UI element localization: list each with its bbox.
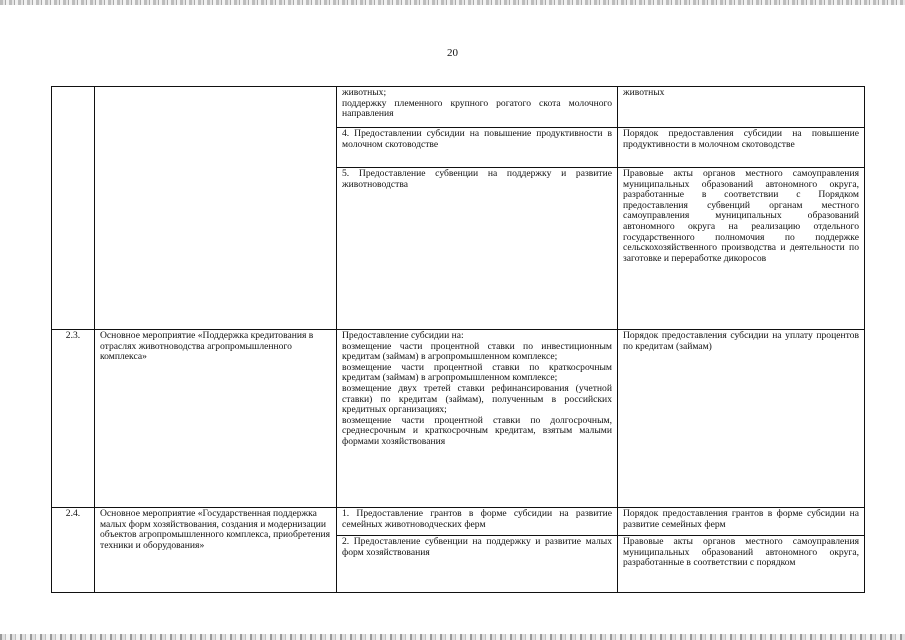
measure-cell: 1. Предоставление грантов в форме субсидии на развитие семейных животноводческих ферм	[337, 508, 618, 536]
legal-doc-cell: Порядок предоставления субсидии на уплату процентов по кредитам (займам)	[618, 330, 865, 508]
legal-doc-cell: Правовые акты органов местного самоуправления муниципальных образований автономного округа, разработанные в соответствии с Порядком предоставления субвенций органам местного самоуправления муниципальных образований автономного округа на реализацию отдельного государственного полномочия по поддержке сельскохозяйственного производства и деятельности по заготовке и переработке дикоросов	[618, 168, 865, 330]
legal-doc-cell: Порядок предоставления грантов в форме субсидии на развитие семейных ферм	[618, 508, 865, 536]
measure-cell: Предоставление субсидии на: возмещение части процентной ставки по инвестиционным кредитам (займам) в агропромышленном комплексе; возмещение части процентной ставки по краткосрочным кредитам (займам) в агропромышленном комплексе; возмещение двух третей ставки рефинансирования (учетной ставки) по кредитам (займам), полученным в российских кредитных организациях; возмещение части процентной ставки по долгосрочным, среднесрочным и краткосрочным кредитам, взятым малыми формами хозяйствования	[337, 330, 618, 508]
measure-cell: животных; поддержку племенного крупного рогатого скота молочного направления	[337, 87, 618, 128]
measure-name-cell: Основное мероприятие «Государственная поддержка малых форм хозяйствования, создания и модернизации объектов агропромышленного комплекса, приобретения техники и оборудования»	[95, 508, 337, 593]
measure-cell: 5. Предоставление субвенции на поддержку и развитие животноводства	[337, 168, 618, 330]
row-number-cell: 2.3.	[52, 330, 95, 508]
measure-name-cell	[95, 87, 337, 330]
measures-table	[51, 86, 865, 593]
legal-doc-cell: Правовые акты органов местного самоуправления муниципальных образований автономного округа, разработанные в соответствии с порядком	[618, 536, 865, 593]
table-row	[52, 330, 865, 508]
measure-name-cell: Основное мероприятие «Поддержка кредитования в отраслях животноводства агропромышленного комплекса»	[95, 330, 337, 508]
legal-doc-cell: Порядок предоставления субсидии на повышение продуктивности в молочном скотоводстве	[618, 128, 865, 168]
row-number-cell	[52, 87, 95, 330]
legal-doc-cell: животных	[618, 87, 865, 128]
table-row	[52, 87, 865, 128]
scan-edge-bottom	[0, 634, 905, 640]
measure-cell: 4. Предоставлении субсидии на повышение продуктивности в молочном скотоводстве	[337, 128, 618, 168]
scan-edge-top	[0, 0, 905, 5]
row-number-cell: 2.4.	[52, 508, 95, 593]
page-number: 20	[447, 47, 458, 59]
table-row	[52, 508, 865, 536]
measure-cell: 2. Предоставление субвенции на поддержку и развитие малых форм хозяйствования	[337, 536, 618, 593]
